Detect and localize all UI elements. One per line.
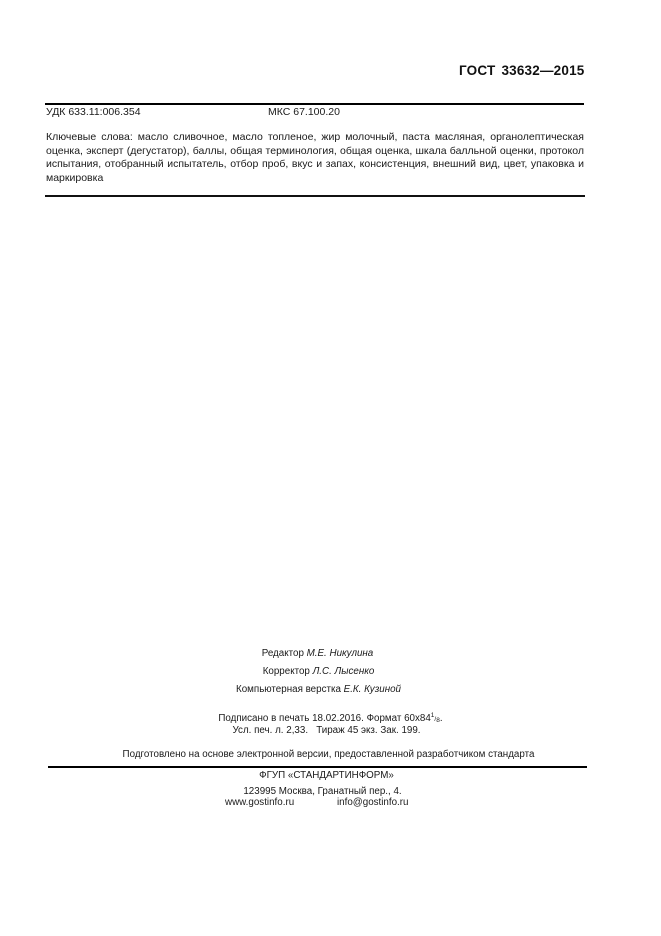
credit-role: Компьютерная верстка <box>236 684 341 695</box>
format-fraction: $^1/_8$ <box>430 712 440 724</box>
fraction-numerator: 1 <box>430 712 435 719</box>
standard-label: ГОСТ <box>459 63 496 78</box>
standard-number: 33632—2015 <box>501 63 585 78</box>
email-link[interactable]: info@gostinfo.ru <box>337 797 409 808</box>
prepared-note: Подготовлено на основе электронной версии, предоставленной разработчиком стандарта <box>122 749 535 760</box>
credit-layout <box>0 684 649 695</box>
credit-person: Е.К. Кузиной <box>343 684 401 695</box>
contact-email-wrap <box>337 797 409 808</box>
signed-text: Подписано в печать 18.02.2016. Формат 60x84 <box>218 713 431 724</box>
contact-links <box>225 797 294 808</box>
print-signed-info <box>0 712 661 724</box>
keywords-divider <box>45 195 585 197</box>
credit-role: Корректор <box>262 666 310 677</box>
credit-person: М.Е. Никулина <box>306 648 374 659</box>
publisher-name: ФГУП «СТАНДАРТИНФОРМ» <box>259 770 394 781</box>
credit-role: Редактор <box>261 648 304 659</box>
print-volume-info: Усл. печ. л. 2,33. Тираж 45 экз. Зак. 199. <box>232 725 421 736</box>
mks-code: МКС 67.100.20 <box>268 106 340 118</box>
website-link[interactable]: www.gostinfo.ru <box>225 797 295 808</box>
credit-editor <box>0 648 648 659</box>
keywords-paragraph: Ключевые слова: масло сливочное, масло топленое, жир молочный, паста масляная, органолептическая оценка, эксперт (дегустатор), баллы, общая терминология, общая оценка, шкала балльной оценки, протокол испытания, отобранный испытатель, отбор проб, вкус и запах, консистенция, внешний вид, цвет, упаковка и маркировка <box>46 131 584 184</box>
udk-code: УДК 633.11:006.354 <box>46 106 141 118</box>
fraction-denominator: 8 <box>436 717 440 724</box>
credit-corrector <box>0 666 649 677</box>
standard-title <box>459 63 585 78</box>
publisher-address: 123995 Москва, Гранатный пер., 4. <box>243 786 402 797</box>
credit-person: Л.С. Лысенко <box>312 666 375 677</box>
top-divider <box>45 103 584 105</box>
bottom-divider <box>48 766 587 768</box>
signed-suffix: . <box>439 713 443 724</box>
